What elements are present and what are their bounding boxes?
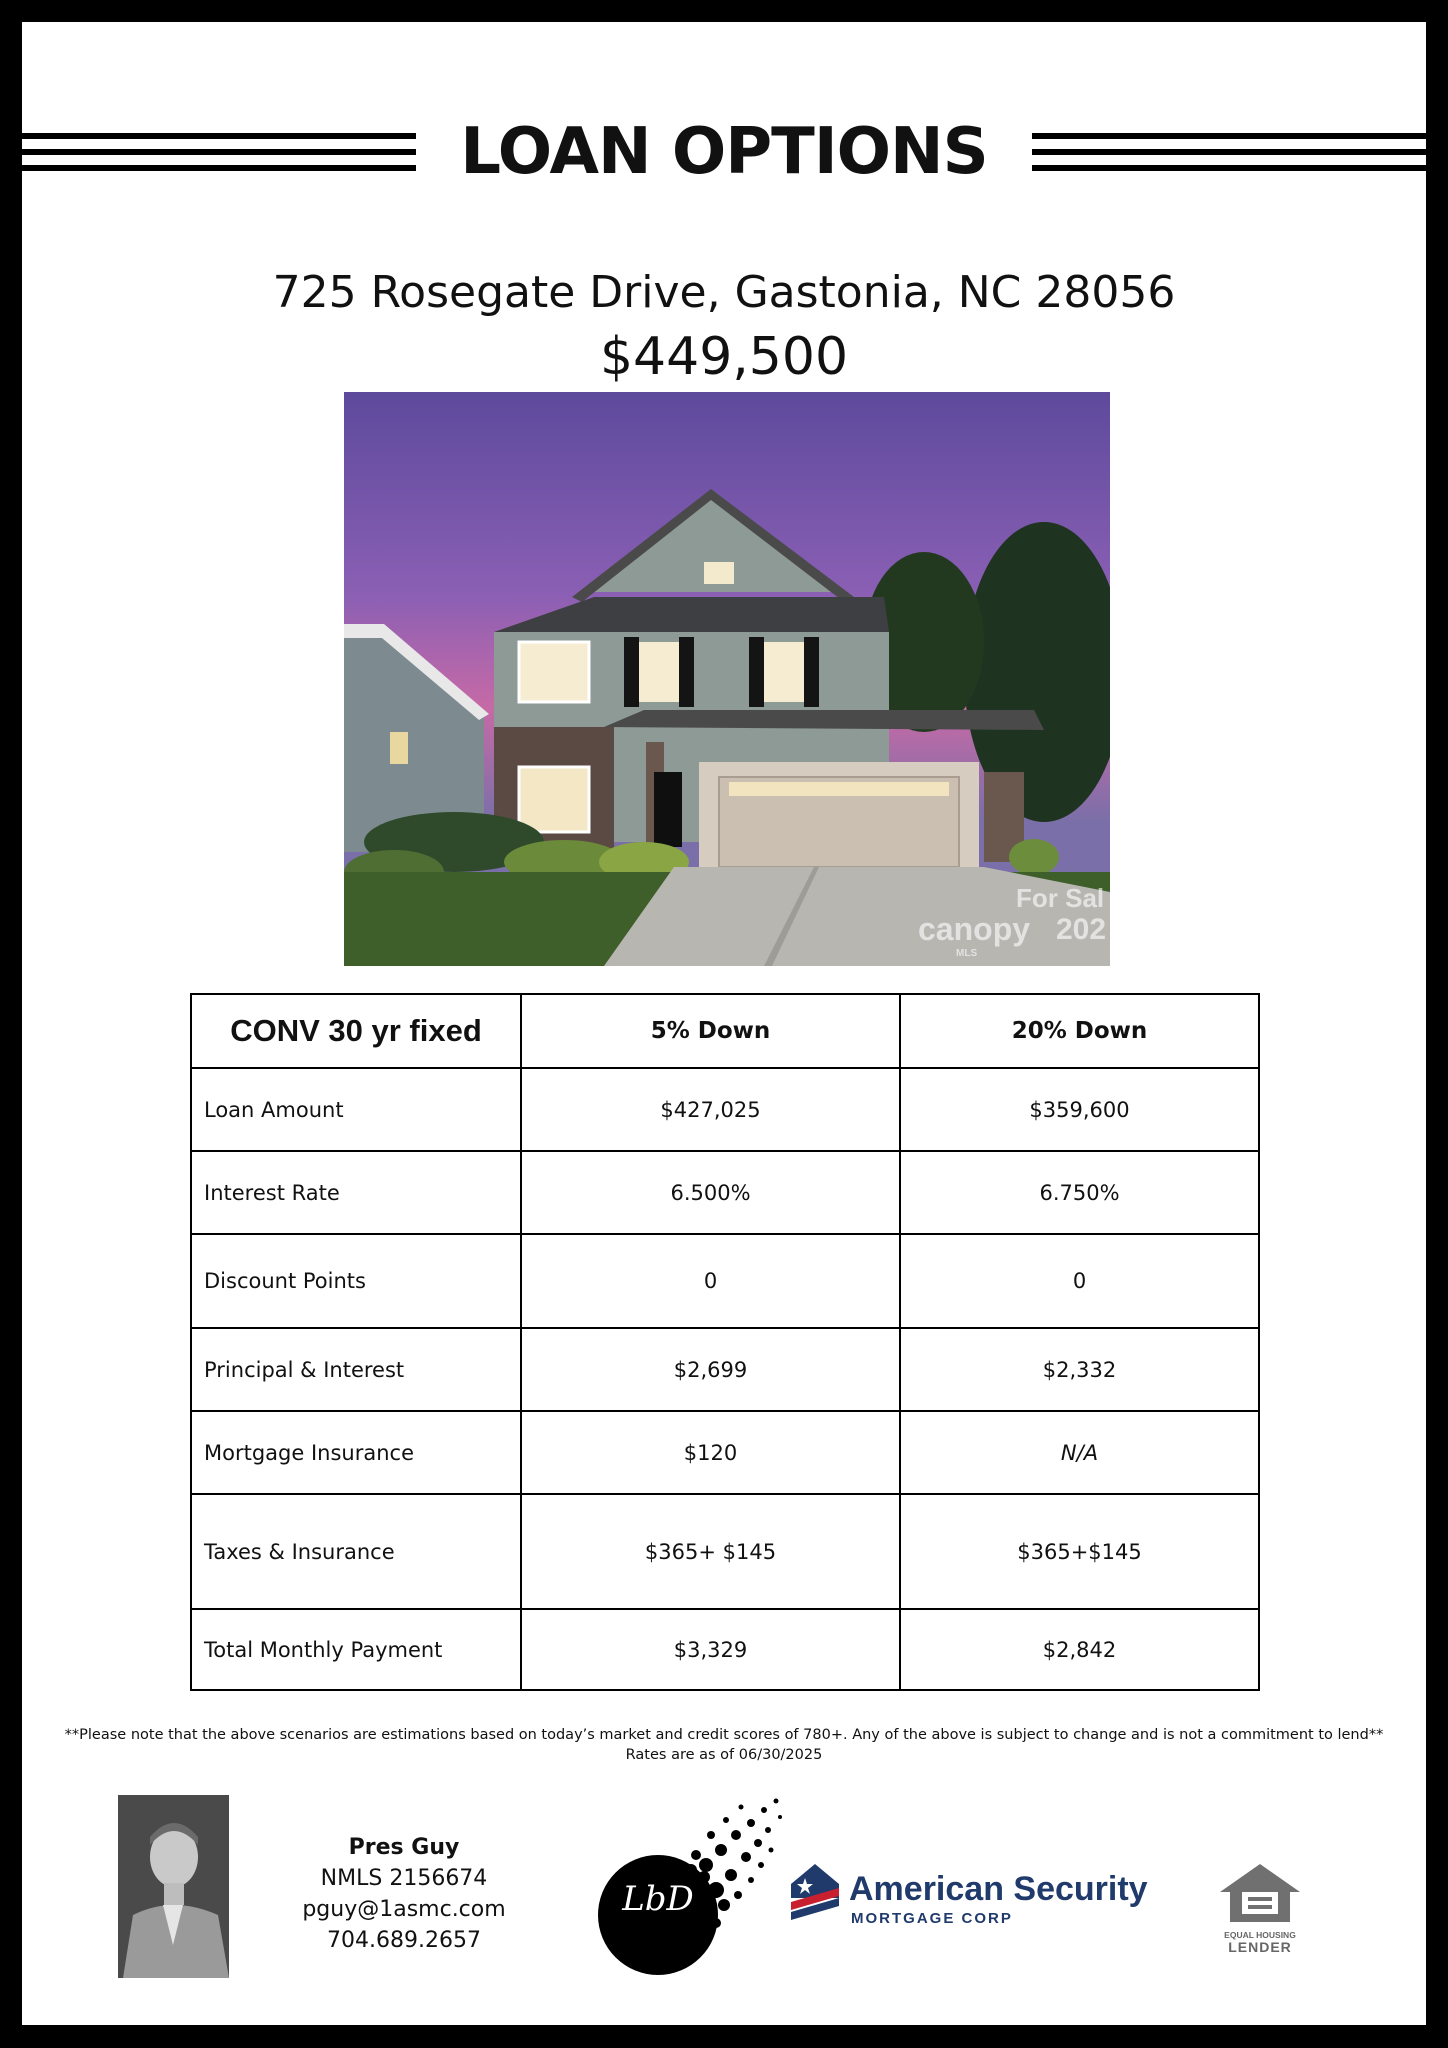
lbd-logo bbox=[596, 1795, 786, 1980]
table-row bbox=[191, 1609, 1259, 1690]
table-row bbox=[191, 1151, 1259, 1234]
agent-phone[interactable]: 704.689.2657 bbox=[327, 1928, 481, 1953]
row-label: Loan Amount bbox=[191, 1068, 521, 1151]
disclaimer bbox=[22, 1725, 1426, 1765]
watermark-brand: canopy bbox=[918, 911, 1031, 947]
table-row bbox=[191, 1068, 1259, 1151]
agent-email[interactable]: pguy@1asmc.com bbox=[302, 1897, 506, 1922]
col-5-down-header: 5% Down bbox=[521, 994, 900, 1068]
row-label: Total Monthly Payment bbox=[191, 1609, 521, 1690]
company-name: American Security bbox=[849, 1870, 1148, 1908]
eho-line2: LENDER bbox=[1228, 1939, 1292, 1955]
equal-housing-icon bbox=[1218, 1862, 1302, 1926]
watermark-mls: MLS bbox=[956, 948, 978, 959]
agent-nmls: NMLS 2156674 bbox=[320, 1866, 488, 1891]
table-row bbox=[191, 1494, 1259, 1609]
agent-name: Pres Guy bbox=[348, 1835, 460, 1860]
watermark-for-sale: For Sal bbox=[1016, 883, 1105, 913]
loan-options-table bbox=[190, 993, 1260, 1691]
value-5-down: 0 bbox=[521, 1234, 900, 1328]
lbd-logo-text: LbD bbox=[622, 1879, 694, 1919]
agent-contact bbox=[284, 1832, 524, 1956]
value-20-down: N/A bbox=[900, 1411, 1259, 1494]
value-5-down: $120 bbox=[521, 1411, 900, 1494]
property-price: $449,500 bbox=[599, 327, 849, 387]
program-header: CONV 30 yr fixed bbox=[191, 994, 521, 1068]
table-row bbox=[191, 1328, 1259, 1411]
agent-headshot bbox=[118, 1795, 229, 1978]
page-title: LOAN OPTIONS bbox=[460, 115, 988, 189]
value-5-down: 6.500% bbox=[521, 1151, 900, 1234]
watermark-year: 202 bbox=[1056, 913, 1107, 946]
american-security-logo bbox=[791, 1864, 1148, 1934]
value-20-down: 0 bbox=[900, 1234, 1259, 1328]
eho-line1: EQUAL HOUSING bbox=[1224, 1930, 1296, 1940]
disclaimer-text: **Please note that the above scenarios are estimations based on today’s market and credit scores of 780+. Any of the above is subject to change and is not a commitment to lend** bbox=[64, 1727, 1384, 1743]
row-label: Discount Points bbox=[191, 1234, 521, 1328]
value-20-down: $365+$145 bbox=[900, 1494, 1259, 1609]
row-label: Taxes & Insurance bbox=[191, 1494, 521, 1609]
property-photo bbox=[344, 392, 1110, 966]
value-20-down: 6.750% bbox=[900, 1151, 1259, 1234]
value-5-down: $427,025 bbox=[521, 1068, 900, 1151]
table-row bbox=[191, 1411, 1259, 1494]
table-row bbox=[191, 1234, 1259, 1328]
row-label: Interest Rate bbox=[191, 1151, 521, 1234]
flyer-page bbox=[22, 22, 1426, 2025]
house-image bbox=[344, 392, 1110, 966]
value-20-down: $2,332 bbox=[900, 1328, 1259, 1411]
rates-date: Rates are as of 06/30/2025 bbox=[625, 1747, 823, 1763]
property-address: 725 Rosegate Drive, Gastonia, NC 28056 bbox=[272, 267, 1176, 318]
company-subtitle: MORTGAGE CORP bbox=[851, 1910, 1013, 1927]
value-5-down: $2,699 bbox=[521, 1328, 900, 1411]
value-5-down: $365+ $145 bbox=[521, 1494, 900, 1609]
col-20-down-header: 20% Down bbox=[900, 994, 1259, 1068]
row-label: Principal & Interest bbox=[191, 1328, 521, 1411]
row-label: Mortgage Insurance bbox=[191, 1411, 521, 1494]
flag-star-icon bbox=[791, 1864, 843, 1920]
value-20-down: $359,600 bbox=[900, 1068, 1259, 1151]
table-header-row bbox=[191, 994, 1259, 1068]
value-20-down: $2,842 bbox=[900, 1609, 1259, 1690]
value-5-down: $3,329 bbox=[521, 1609, 900, 1690]
equal-housing-logo bbox=[1218, 1862, 1302, 1955]
